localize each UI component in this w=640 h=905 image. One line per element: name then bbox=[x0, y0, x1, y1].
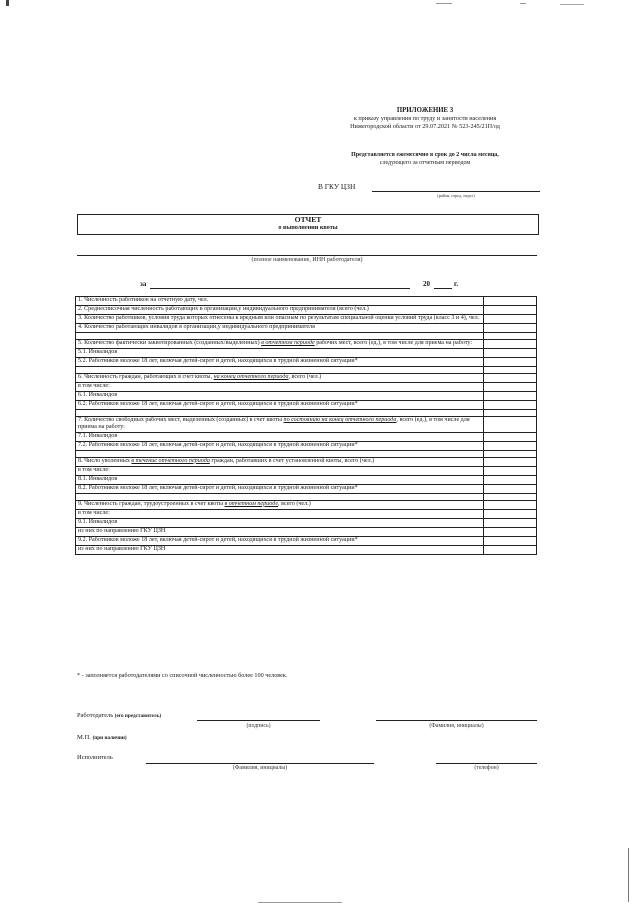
spacer-row bbox=[76, 493, 537, 500]
table-row bbox=[76, 536, 537, 545]
executor-name-field[interactable] bbox=[146, 763, 374, 764]
scan-mark bbox=[6, 0, 9, 6]
scan-mark bbox=[436, 3, 452, 4]
table-row bbox=[76, 340, 537, 349]
row-label: 1. Численность работников на отчетную дату, чел. bbox=[76, 297, 484, 306]
report-subtitle: о выполнении квоты bbox=[278, 224, 338, 231]
employer-caption: (полное наименование, ИНН работодателя) bbox=[251, 257, 363, 263]
year-suffix: г. bbox=[454, 280, 459, 288]
period-for-label: за bbox=[140, 280, 147, 288]
period-field[interactable] bbox=[150, 288, 410, 289]
table-row bbox=[76, 324, 537, 333]
row-label: 9.2. Работников моложе 18 лет, включая детей-сирот и детей, находящихся в трудной жизненной ситуации* bbox=[76, 536, 484, 545]
report-title-box bbox=[77, 214, 539, 235]
row-label: 5. Количество фактически заквотированных (созданных/выделенных) в отчетном периоде рабочих мест, всего (ед.), в том числе для приема на работу: bbox=[76, 340, 484, 349]
value-cell[interactable] bbox=[484, 475, 537, 484]
value-cell[interactable] bbox=[484, 340, 537, 349]
row-label: 5.1. Инвалидов bbox=[76, 349, 484, 358]
table-row bbox=[76, 500, 537, 509]
table-row bbox=[76, 457, 537, 466]
table-row bbox=[76, 441, 537, 450]
table-row bbox=[76, 527, 537, 536]
value-cell[interactable] bbox=[484, 374, 537, 383]
value-cell[interactable] bbox=[484, 401, 537, 410]
recipient-caption: (район, город, округ) bbox=[437, 193, 475, 198]
table-row bbox=[76, 374, 537, 383]
recipient-label: В ГКУ ЦЗН bbox=[318, 182, 356, 191]
employer-signature-field[interactable] bbox=[197, 720, 320, 721]
employer-name-field[interactable] bbox=[77, 255, 537, 256]
employer-name-signature-field[interactable] bbox=[376, 720, 537, 721]
stamp-label: М.П. (при наличии) bbox=[77, 734, 127, 741]
row-label: 8. Число уволенных в течение отчетного периода граждан, работавших в счет установленной квоты, всего (чел.) bbox=[76, 457, 484, 466]
table-row bbox=[76, 509, 537, 518]
row-label: 7.1. Инвалидов bbox=[76, 432, 484, 441]
value-cell[interactable] bbox=[484, 349, 537, 358]
value-cell[interactable] bbox=[484, 432, 537, 441]
spacer-row bbox=[76, 333, 537, 340]
row-label: из них по направлению ГКУ ЦЗН bbox=[76, 527, 484, 536]
table-row bbox=[76, 306, 537, 315]
row-label: 8.1. Инвалидов bbox=[76, 475, 484, 484]
scan-mark bbox=[520, 3, 526, 4]
table-row bbox=[76, 475, 537, 484]
phone-caption: (телефон) bbox=[474, 765, 499, 771]
table-row bbox=[76, 349, 537, 358]
appendix-line-2: Нижегородской области от 29.07.2021 № 523-245/21П/од bbox=[350, 123, 500, 131]
executor-phone-field[interactable] bbox=[436, 763, 537, 764]
table-row bbox=[76, 484, 537, 493]
executor-label: Исполнитель bbox=[77, 754, 113, 761]
value-cell[interactable] bbox=[484, 500, 537, 509]
value-cell[interactable] bbox=[484, 518, 537, 527]
row-label: 6.2. Работников моложе 18 лет, включая детей-сирот и детей, находящихся в трудной жизненной ситуации* bbox=[76, 401, 484, 410]
scan-mark bbox=[258, 902, 342, 903]
row-label: 4. Количество работающих инвалидов в организации,у индивидуального предпринимателя bbox=[76, 324, 484, 333]
name-caption: (Фамилия, инициалы) bbox=[429, 723, 484, 729]
table-row bbox=[76, 392, 537, 401]
value-cell[interactable] bbox=[484, 306, 537, 315]
deadline-note bbox=[300, 151, 550, 167]
scan-mark bbox=[560, 4, 584, 5]
row-label: 6.1. Инвалидов bbox=[76, 392, 484, 401]
value-cell[interactable] bbox=[484, 457, 537, 466]
recipient-field[interactable] bbox=[372, 191, 540, 192]
value-cell[interactable] bbox=[484, 536, 537, 545]
row-label: в том числе: bbox=[76, 383, 484, 392]
signature-caption: (подпись) bbox=[246, 723, 271, 729]
spacer-row bbox=[76, 450, 537, 457]
row-label: 9. Численность граждан, трудоустроенных в счет квоты в отчетном периоде, всего (чел.) bbox=[76, 500, 484, 509]
scan-mark bbox=[628, 848, 629, 902]
row-label: 7.2. Работников моложе 18 лет, включая детей-сирот и детей, находящихся в трудной жизненной ситуации* bbox=[76, 441, 484, 450]
table-row bbox=[76, 401, 537, 410]
table-row bbox=[76, 417, 537, 433]
value-cell[interactable] bbox=[484, 441, 537, 450]
value-cell[interactable] bbox=[484, 545, 537, 554]
appendix-header bbox=[300, 107, 550, 132]
value-cell[interactable] bbox=[484, 315, 537, 324]
table-row bbox=[76, 432, 537, 441]
value-cell[interactable] bbox=[484, 484, 537, 493]
table-row bbox=[76, 383, 537, 392]
report-title: ОТЧЕТ bbox=[294, 215, 322, 224]
row-label: 6. Численность граждан, работающих в счет квоты, на конец отчетного периода, всего (чел.) bbox=[76, 374, 484, 383]
value-cell[interactable] bbox=[484, 527, 537, 536]
row-label: 2. Среднесписочная численность работающих в организации,у индивидуального предпринимателя (всего (чел.) bbox=[76, 306, 484, 315]
year-field[interactable] bbox=[434, 288, 452, 289]
value-cell[interactable] bbox=[484, 417, 537, 433]
spacer-row bbox=[76, 367, 537, 374]
table-row bbox=[76, 545, 537, 554]
table-row bbox=[76, 518, 537, 527]
value-cell[interactable] bbox=[484, 383, 537, 392]
value-cell[interactable] bbox=[484, 297, 537, 306]
appendix-line-1: к приказу управления по труду и занятости населения bbox=[353, 115, 497, 123]
report-table bbox=[75, 296, 537, 555]
appendix-title: ПРИЛОЖЕНИЕ 3 bbox=[396, 107, 454, 114]
row-label: 3. Количество работников, условия труда которых отнесены к вредным или опасным по результатам специальной оценки условий труда (класс 3 и 4), чел. bbox=[76, 315, 484, 324]
employer-signature-label: Работодатель (его представитель) bbox=[77, 712, 162, 719]
deadline-line-1: Представляется ежемесячно в срок до 2 числа месяца, bbox=[351, 152, 499, 158]
row-label: 9.1. Инвалидов bbox=[76, 518, 484, 527]
value-cell[interactable] bbox=[484, 466, 537, 475]
row-label: 7. Количество свободных рабочих мест, выделенных (созданных) в счет квоты по состоянию на конец отчетного периода, всего (ед.), в том числе для приема на работу: bbox=[76, 417, 484, 433]
value-cell[interactable] bbox=[484, 324, 537, 333]
table-row bbox=[76, 315, 537, 324]
value-cell[interactable] bbox=[484, 509, 537, 518]
deadline-line-2: следующего за отчетным периодом bbox=[379, 160, 471, 166]
footnote: * - заполняется работодателями со списочной численностью более 100 человек. bbox=[77, 672, 288, 679]
row-label: 8.2. Работников моложе 18 лет, включая детей-сирот и детей, находящихся в трудной жизненной ситуации* bbox=[76, 484, 484, 493]
row-label: 5.2. Работников моложе 18 лет, включая детей-сирот и детей, находящихся в трудной жизненной ситуации* bbox=[76, 358, 484, 367]
table-row bbox=[76, 297, 537, 306]
row-label: из них по направлению ГКУ ЦЗН bbox=[76, 545, 484, 554]
executor-name-caption: (Фамилия, инициалы) bbox=[232, 765, 288, 771]
row-label: в том числе: bbox=[76, 509, 484, 518]
value-cell[interactable] bbox=[484, 358, 537, 367]
table-row bbox=[76, 466, 537, 475]
year-prefix: 20 bbox=[423, 280, 430, 288]
table-row bbox=[76, 358, 537, 367]
row-label: в том числе: bbox=[76, 466, 484, 475]
value-cell[interactable] bbox=[484, 392, 537, 401]
spacer-row bbox=[76, 410, 537, 417]
